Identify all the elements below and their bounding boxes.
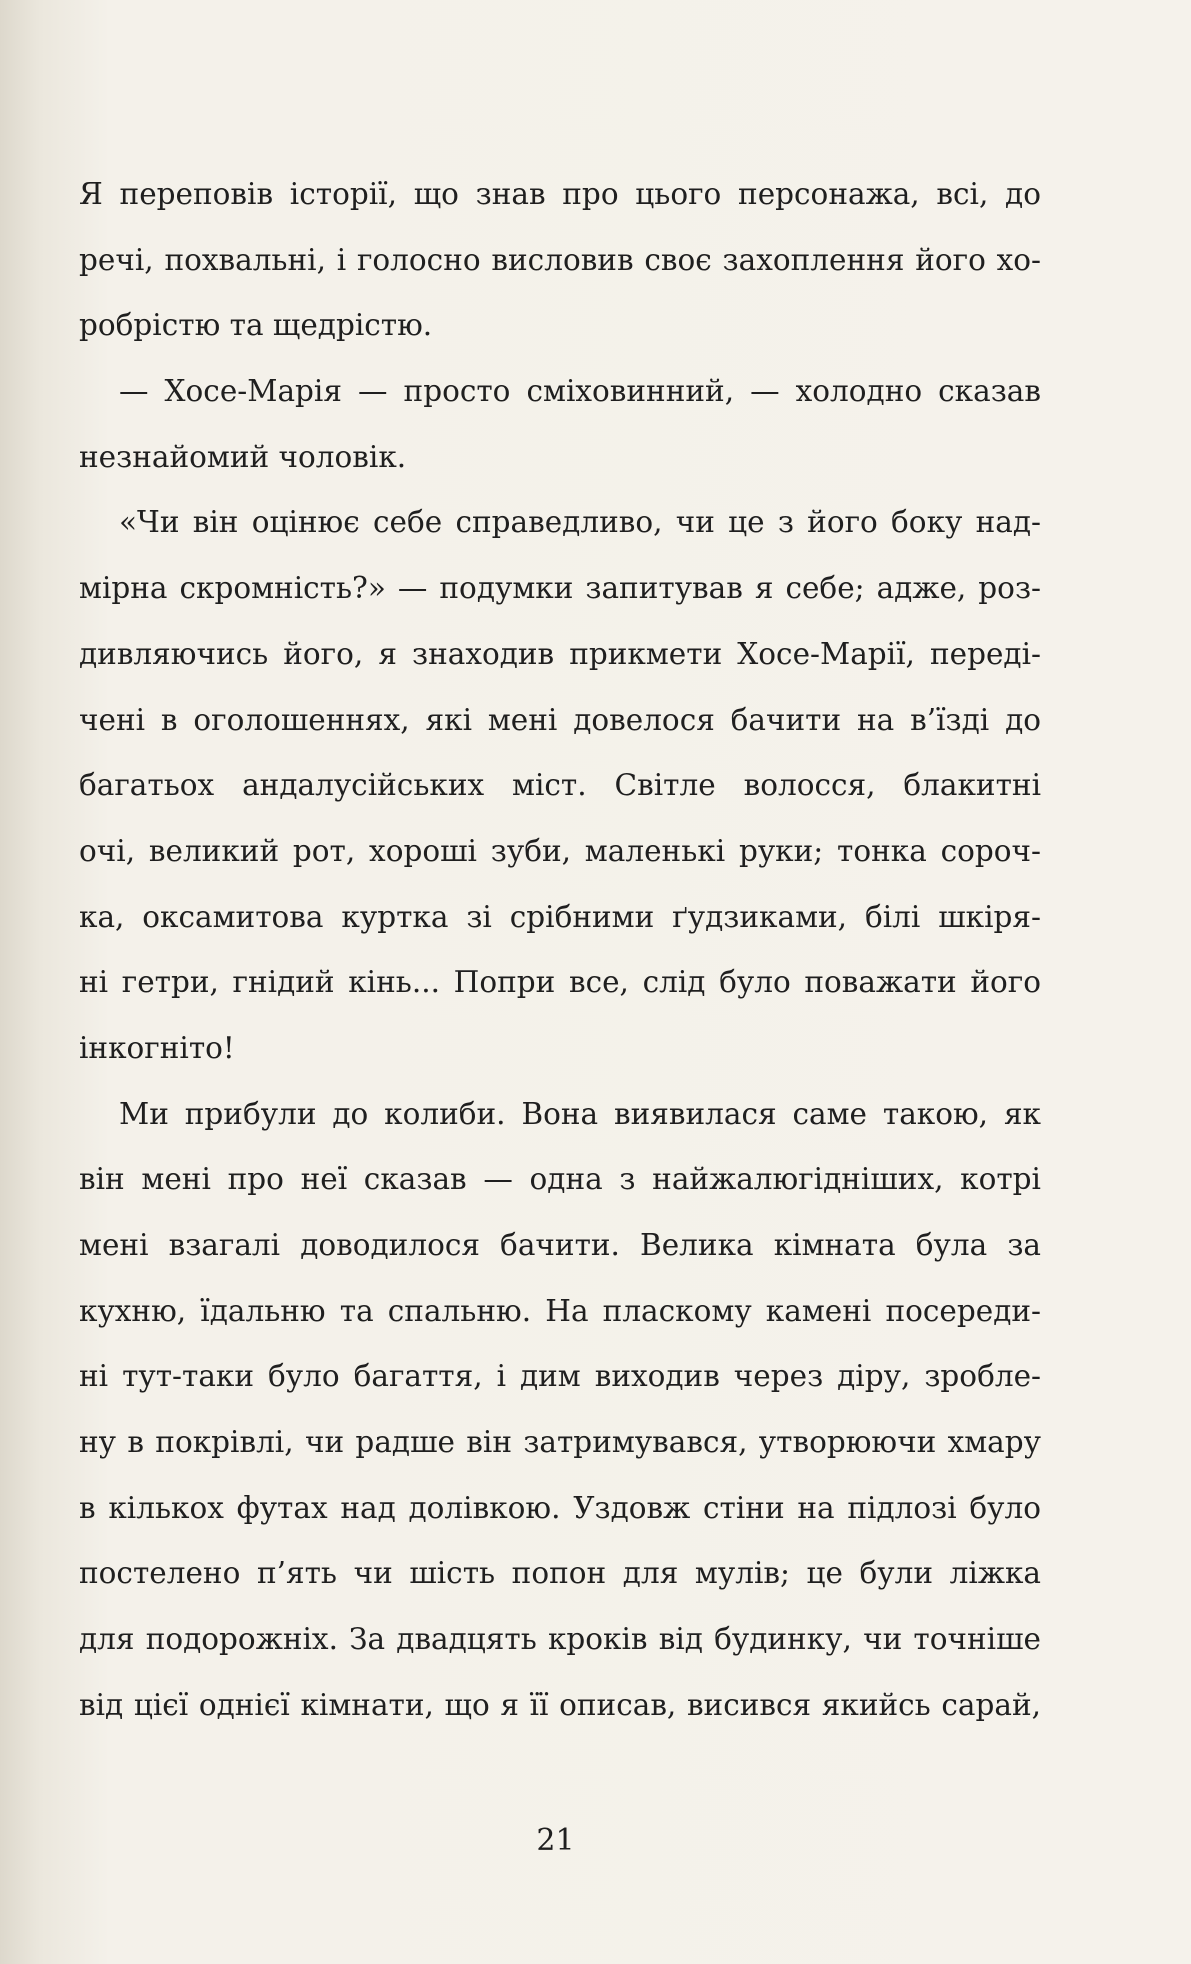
text-line: ні тут-таки було багаття, і дим виходив через діру, зробле- [79, 1359, 1041, 1394]
text-line: Ми прибули до колиби. Вона виявилася саме такою, як [119, 1096, 1041, 1131]
text-line: Я переповів історії, що знав про цього персонажа, всі, до [79, 177, 1041, 211]
text-line: чені в оголошеннях, які мені довелося бачити на в’їзді до [79, 702, 1041, 737]
text-line: інкогніто! [79, 1030, 235, 1065]
text-line: незнайомий чоловік. [79, 439, 407, 474]
text-line: в кількох футах над долівкою. Уздовж стіни на підлозі було [79, 1490, 1041, 1525]
text-line: робрістю та щедрістю. [79, 308, 433, 343]
page-text [79, 162, 1041, 1739]
text-line: він мені про неї сказав — одна з найжалюгідніших, котрі [79, 1162, 1041, 1197]
text-line: мені взагалі доводилося бачити. Велика кімната була за [79, 1228, 1041, 1262]
text-line: ні гетри, гнідий кінь... Попри все, слід було поважати його [79, 965, 1041, 1000]
text-line: очі, великий рот, хороші зуби, маленькі руки; тонка сороч- [79, 833, 1041, 868]
text-line: ка, оксамитова куртка зі срібними ґудзиками, білі шкіря- [79, 899, 1041, 934]
text-line: ну в покрівлі, чи радше він затримувався, утворюючи хмару [79, 1425, 1041, 1460]
text-line: постелено п’ять чи шість попон для мулів; це були ліжка [79, 1556, 1041, 1591]
text-line: багатьох андалусійських міст. Світле волосся, блакитні [79, 768, 1041, 803]
text-line: кухню, їдальню та спальню. На пласкому камені посереди- [79, 1293, 1041, 1328]
page-number: 21 [536, 1823, 575, 1858]
text-line: від цієї однієї кімнати, що я її описав, висився якийсь сарай, [79, 1687, 1041, 1722]
text-line: мірна скромність?» — подумки запитував я себе; адже, роз- [79, 571, 1041, 606]
text-line: для подорожніх. За двадцять кроків від будинку, чи точніше [79, 1622, 1041, 1657]
text-line: дивляючись його, я знаходив прикмети Хосе-Марії, переді- [79, 636, 1041, 671]
text-line: — Хосе-Марія — просто сміховинний, — холодно сказав [119, 374, 1041, 409]
text-line: «Чи він оцінює себе справедливо, чи це з його боку над- [119, 505, 1041, 540]
text-line: речі, похвальні, і голосно висловив своє захоплення його хо- [79, 242, 1041, 277]
